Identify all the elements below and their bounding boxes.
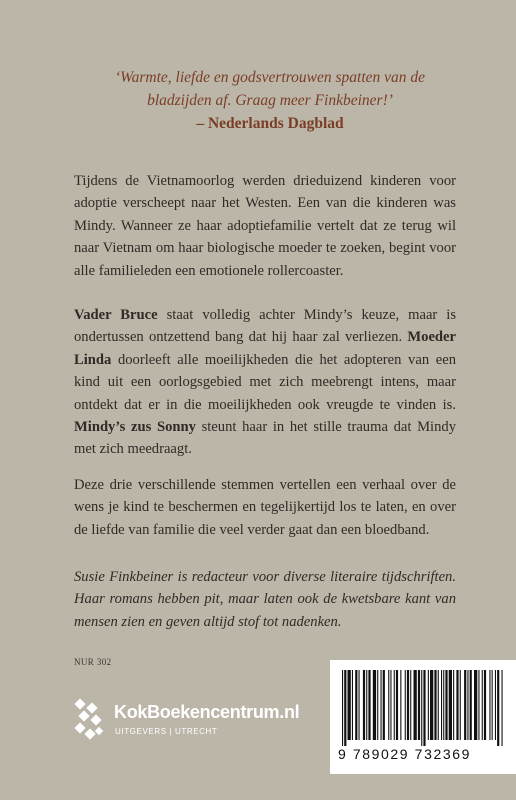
- quote-line-1: ‘Warmte, liefde en godsvertrouwen spatten van de: [114, 69, 426, 86]
- isbn-barcode: [330, 660, 516, 774]
- synopsis-paragraph-3: Deze drie verschillende stemmen vertellen een verhaal over de wens je kind te beschermen en tegelijkertijd los te laten, en over de liefde van familie die veel verder gaat dan een bloedband.: [74, 477, 456, 538]
- quote-source: – Nederlands Dagblad: [196, 115, 344, 132]
- review-quote: [60, 66, 480, 135]
- barcode-bars: [340, 670, 506, 746]
- publisher-logo: [74, 698, 334, 748]
- publisher-name: KokBoekencentrum.nl: [114, 702, 300, 722]
- character-sonny: Mindy’s zus Sonny: [74, 419, 196, 436]
- paragraph-2-text-1: staat volledig achter Mindy’s keuze, maar is ondertussen ontzettend bang dat hij haar zal verliezen.: [74, 307, 457, 346]
- character-linda: Moeder Linda: [74, 329, 456, 368]
- paragraph-2-text-3: steunt haar in het stille trauma dat Mindy met zich meedraagt.: [74, 419, 457, 458]
- publisher-mark-icon: [74, 698, 108, 746]
- synopsis-paragraph-2: [74, 304, 456, 461]
- synopsis-paragraph-1: Tijdens de Vietnamoorlog werden drieduizend kinderen voor adoptie verscheept naar het Westen. Een van die kinderen was Mindy. Wanneer ze haar adoptiefamilie vertelt dat ze terug wil naar Vietnam om haar biologische moeder te zoeken, begint voor alle familieleden een emotionele rollercoaster.: [74, 173, 456, 279]
- quote-line-2: bladzijden af. Graag meer Finkbeiner!’: [147, 92, 393, 109]
- character-bruce: Vader Bruce: [74, 307, 158, 323]
- isbn-number: 9 789029 732369: [338, 746, 471, 762]
- paragraph-2-text-2: doorleeft alle moeilijkheden die het adopteren van een kind uit een oorlogsgebied met zich meebrengt intens, maar ontdekt dat er in die moeilijkheden ook vreugde te vinden is.: [74, 351, 456, 413]
- publisher-location: UITGEVERS | UTRECHT: [115, 727, 218, 736]
- nur-code: NUR 302: [74, 657, 112, 667]
- author-bio: Susie Finkbeiner is redacteur voor diverse literaire tijdschriften. Haar romans hebben pit, maar laten ook de kwetsbare kant van mensen zien en geven altijd stof tot nadenken.: [74, 569, 456, 630]
